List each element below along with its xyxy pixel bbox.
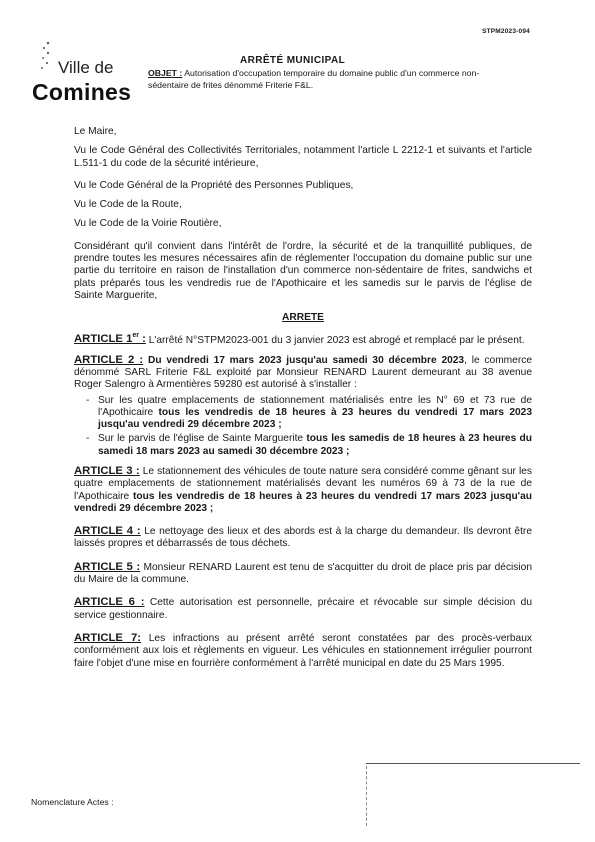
article-6-text: Cette autorisation est personnelle, précaire et révocable sur simple décision du service gestionnaire. (74, 597, 532, 621)
document-title: ARRÊTÉ MUNICIPAL (240, 55, 346, 66)
article-5 (74, 561, 532, 587)
article-2-label: ARTICLE 2 : (74, 353, 144, 366)
article-4 (74, 525, 532, 551)
maire-line: Le Maire, (74, 126, 117, 137)
article-7-text: Les infractions au présent arrêté seront constatées par des procès-verbaux conformément aux lois et règlements en vigueur. Les véhicules en stationnement irrégulier pourront faire l'objet d'une mise en fourrière conformément à l'arrêté municipal en date du 25 Mars 1995. (74, 632, 532, 669)
article-7 (74, 632, 532, 670)
article-1-label: ARTICLE 1er : (74, 332, 146, 346)
considerant-paragraph: Considérant qu'il convient dans l'intérêt de l'ordre, la sécurité et de la tranquillité publiques, de prendre toutes les mesures nécessaires afin de réglementer l'occupation du domaine public sur une partie du territoire en raison de l'installation d'un commerce non-sédentaire de frites, sandwichs et plats préparés tous les vendredis rue de l'Apothicaire et les samedis sur le parvis de l'église de Sainte Marguerite, (74, 240, 532, 301)
list-item: - Sur les quatre emplacements de stationnement matérialisés entre les N° 69 et 73 rue de l'Apothicaire tous les vendredis de 18 heures à 23 heures du vendredi 17 mars 2023 jusqu'au vendredi 29 décembre 2023 ; (90, 395, 532, 432)
article-7-label: ARTICLE 7: (74, 631, 142, 644)
article-3-period: tous les vendredis de 18 heures à 23 heures du vendredi 17 mars 2023 jusqu'au vendredi 29 décembre 2023 ; (74, 490, 532, 514)
article-5-text: Monsieur RENARD Laurent est tenu de s'acquitter du droit de place pris par décision du Maire de la commune. (74, 561, 532, 586)
objet-block (148, 67, 498, 91)
signature-divider (366, 766, 367, 826)
arrete-heading: ARRETE (282, 312, 324, 324)
article-6-label: ARTICLE 6 : (74, 596, 145, 609)
vu-code-route: Vu le Code de la Route, (74, 199, 182, 211)
city-logo (30, 40, 130, 110)
logo-ville-text: Ville de (58, 58, 114, 77)
vu-cgct: Vu le Code Général des Collectivités Territoriales, notamment l'article L 2212-1 et suivants et l'article L.511-1 du code de la sécurité intérieure, (74, 145, 532, 169)
nomenclature-label: Nomenclature Actes : (31, 797, 114, 807)
logo-mark-icon (38, 40, 52, 74)
article-2-text: , le commerce dénommé SARL Friterie F&L exploité par Monsieur RENARD Laurent demeurant au 38 avenue Roger Salengro à Armentières 59280 est autorisé à s'installer : (74, 354, 532, 391)
vu-cg3p: Vu le Code Général de la Propriété des Personnes Publiques, (74, 179, 354, 191)
article-4-label: ARTICLE 4 : (74, 525, 141, 538)
article-1 (74, 331, 532, 347)
article-3 (74, 465, 532, 515)
article-1-text: L'arrêté N°STPM2023-001 du 3 janvier 2023 est abrogé et remplacé par le présent. (145, 334, 525, 346)
signature-line (366, 763, 580, 764)
article-4-text: Le nettoyage des lieux et des abords est à la charge du demandeur. Ils devront être laissés propres et débarrassés de tous déchets. (74, 526, 532, 550)
article-2-list (74, 395, 532, 458)
article-3-label: ARTICLE 3 : (74, 465, 140, 477)
vu-voirie: Vu le Code de la Voirie Routière, (74, 218, 222, 230)
article-3-text: Le stationnement des véhicules de toute nature sera considéré comme gênant sur les quatre emplacements de stationnement matérialisés devant les numéros 69 à 73 de la rue de l'Apothicaire (74, 466, 532, 502)
objet-label: OBJET : (148, 68, 183, 78)
document-body (74, 126, 532, 680)
list-item: - Sur le parvis de l'église de Sainte Marguerite tous les samedis de 18 heures à 23 heures du samedi 18 mars 2023 au samedi 30 décembre 2023 ; (90, 433, 532, 458)
article-6 (74, 596, 532, 622)
document-reference: STPM2023-094 (482, 28, 530, 35)
logo-city-name: Comines (32, 79, 132, 105)
article-2-period: Du vendredi 17 mars 2023 jusqu'au samedi 30 décembre 2023 (143, 354, 465, 366)
objet-text: Autorisation d'occupation temporaire du domaine public d'un commerce non-sédentaire de frites dénommé Friterie F&L. (148, 68, 480, 90)
article-5-label: ARTICLE 5 : (74, 560, 141, 573)
article-2 (74, 354, 532, 392)
